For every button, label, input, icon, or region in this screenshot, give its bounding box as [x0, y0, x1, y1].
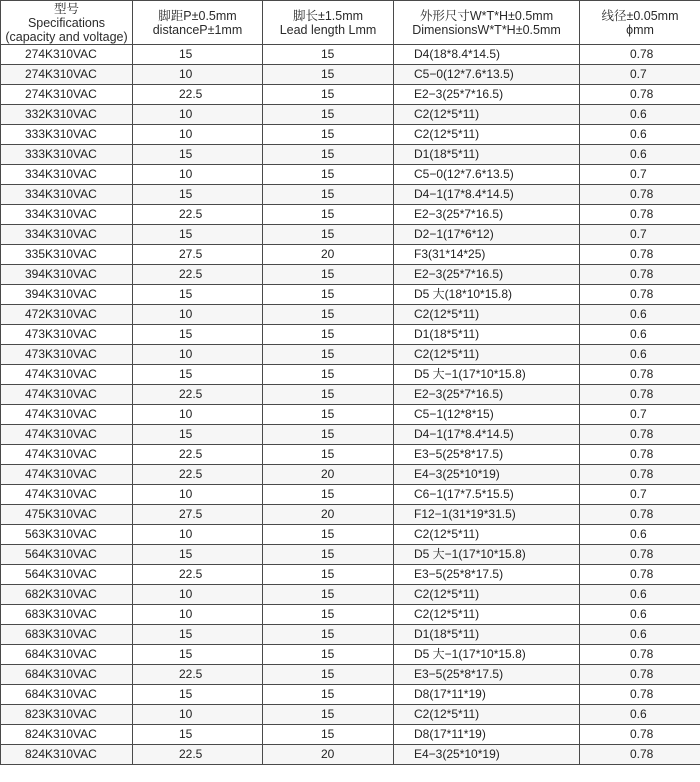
cell-dimensions: C5−0(12*7.6*13.5) — [394, 165, 580, 185]
cell-lead-length: 15 — [263, 405, 394, 425]
cell-pin-distance: 27.5 — [133, 505, 263, 525]
cell-specification: 564K310VAC — [1, 545, 133, 565]
cell-pin-distance: 15 — [133, 625, 263, 645]
cell-specification: 474K310VAC — [1, 405, 133, 425]
cell-dimensions: E3−5(25*8*17.5) — [394, 445, 580, 465]
header-pin-distance-cn: 脚距P±0.5mm — [158, 8, 237, 23]
cell-lead-length: 15 — [263, 425, 394, 445]
cell-lead-length: 20 — [263, 245, 394, 265]
cell-pin-distance: 10 — [133, 125, 263, 145]
cell-pin-distance: 22.5 — [133, 385, 263, 405]
cell-lead-length: 15 — [263, 665, 394, 685]
cell-dimensions: F3(31*14*25) — [394, 245, 580, 265]
cell-pin-distance: 10 — [133, 525, 263, 545]
cell-lead-length: 15 — [263, 205, 394, 225]
cell-pin-distance: 15 — [133, 545, 263, 565]
cell-lead-length: 15 — [263, 385, 394, 405]
cell-specification: 474K310VAC — [1, 485, 133, 505]
cell-dimensions: C2(12*5*11) — [394, 345, 580, 365]
header-wire-diameter — [580, 1, 700, 45]
cell-pin-distance: 10 — [133, 405, 263, 425]
cell-wire-diameter: 0.78 — [580, 385, 700, 405]
cell-pin-distance: 15 — [133, 325, 263, 345]
cell-specification: 474K310VAC — [1, 385, 133, 405]
cell-specification: 683K310VAC — [1, 605, 133, 625]
cell-pin-distance: 10 — [133, 305, 263, 325]
cell-lead-length: 15 — [263, 445, 394, 465]
cell-pin-distance: 10 — [133, 105, 263, 125]
cell-specification: 334K310VAC — [1, 165, 133, 185]
table-row — [1, 605, 700, 625]
cell-specification: 274K310VAC — [1, 65, 133, 85]
cell-wire-diameter: 0.78 — [580, 465, 700, 485]
table-row — [1, 225, 700, 245]
cell-dimensions: D5 大−1(17*10*15.8) — [394, 645, 580, 665]
cell-dimensions: D4(18*8.4*14.5) — [394, 45, 580, 65]
cell-wire-diameter: 0.6 — [580, 585, 700, 605]
cell-wire-diameter: 0.78 — [580, 425, 700, 445]
cell-dimensions: D4−1(17*8.4*14.5) — [394, 425, 580, 445]
cell-lead-length: 15 — [263, 285, 394, 305]
cell-dimensions: C2(12*5*11) — [394, 105, 580, 125]
cell-wire-diameter: 0.6 — [580, 145, 700, 165]
table-row — [1, 205, 700, 225]
cell-pin-distance: 15 — [133, 365, 263, 385]
table-row — [1, 385, 700, 405]
cell-lead-length: 15 — [263, 525, 394, 545]
header-specifications-note: (capacity and voltage) — [5, 29, 128, 44]
cell-specification: 682K310VAC — [1, 585, 133, 605]
cell-wire-diameter: 0.7 — [580, 65, 700, 85]
cell-wire-diameter: 0.78 — [580, 505, 700, 525]
cell-pin-distance: 10 — [133, 705, 263, 725]
cell-pin-distance: 22.5 — [133, 665, 263, 685]
cell-specification: 333K310VAC — [1, 125, 133, 145]
cell-dimensions: C6−1(17*7.5*15.5) — [394, 485, 580, 505]
cell-dimensions: C2(12*5*11) — [394, 125, 580, 145]
header-lead-length-en: Lead length Lmm — [279, 22, 377, 37]
header-lead-length — [263, 1, 394, 45]
cell-lead-length: 15 — [263, 225, 394, 245]
table-row — [1, 565, 700, 585]
cell-wire-diameter: 0.7 — [580, 405, 700, 425]
cell-lead-length: 15 — [263, 345, 394, 365]
table-row — [1, 105, 700, 125]
cell-lead-length: 15 — [263, 185, 394, 205]
table-row — [1, 245, 700, 265]
cell-dimensions: D1(18*5*11) — [394, 325, 580, 345]
header-specifications-en: Specifications — [27, 15, 106, 30]
cell-specification: 474K310VAC — [1, 465, 133, 485]
cell-lead-length: 15 — [263, 145, 394, 165]
cell-dimensions: E2−3(25*7*16.5) — [394, 205, 580, 225]
header-dimensions — [394, 1, 580, 45]
table-row — [1, 445, 700, 465]
cell-pin-distance: 22.5 — [133, 565, 263, 585]
cell-dimensions: C2(12*5*11) — [394, 525, 580, 545]
cell-specification: 334K310VAC — [1, 225, 133, 245]
cell-wire-diameter: 0.6 — [580, 105, 700, 125]
cell-dimensions: C2(12*5*11) — [394, 585, 580, 605]
cell-lead-length: 15 — [263, 565, 394, 585]
table-row — [1, 305, 700, 325]
table-row — [1, 365, 700, 385]
cell-wire-diameter: 0.6 — [580, 705, 700, 725]
table-header — [1, 1, 700, 45]
cell-specification: 684K310VAC — [1, 645, 133, 665]
header-specifications — [1, 1, 133, 45]
cell-lead-length: 15 — [263, 165, 394, 185]
cell-pin-distance: 10 — [133, 605, 263, 625]
cell-lead-length: 15 — [263, 85, 394, 105]
cell-dimensions: E3−5(25*8*17.5) — [394, 665, 580, 685]
cell-specification: 335K310VAC — [1, 245, 133, 265]
cell-wire-diameter: 0.6 — [580, 605, 700, 625]
header-row — [1, 1, 700, 45]
cell-wire-diameter: 0.78 — [580, 45, 700, 65]
cell-wire-diameter: 0.6 — [580, 325, 700, 345]
cell-wire-diameter: 0.78 — [580, 365, 700, 385]
cell-specification: 474K310VAC — [1, 365, 133, 385]
header-specifications-cn: 型号 — [53, 1, 79, 16]
cell-wire-diameter: 0.78 — [580, 285, 700, 305]
header-wire-diameter-cn: 线径±0.05mm — [601, 8, 679, 23]
cell-dimensions: E2−3(25*7*16.5) — [394, 85, 580, 105]
table-row — [1, 145, 700, 165]
cell-wire-diameter: 0.78 — [580, 185, 700, 205]
table-row — [1, 45, 700, 65]
cell-specification: 564K310VAC — [1, 565, 133, 585]
cell-dimensions: D8(17*11*19) — [394, 725, 580, 745]
cell-pin-distance: 27.5 — [133, 245, 263, 265]
cell-dimensions: D5 大−1(17*10*15.8) — [394, 365, 580, 385]
cell-wire-diameter: 0.78 — [580, 445, 700, 465]
table-body — [1, 45, 700, 765]
cell-wire-diameter: 0.78 — [580, 665, 700, 685]
header-pin-distance — [133, 1, 263, 45]
cell-lead-length: 15 — [263, 265, 394, 285]
cell-lead-length: 15 — [263, 365, 394, 385]
cell-pin-distance: 15 — [133, 145, 263, 165]
cell-wire-diameter: 0.78 — [580, 545, 700, 565]
cell-dimensions: D1(18*5*11) — [394, 625, 580, 645]
cell-wire-diameter: 0.6 — [580, 525, 700, 545]
cell-lead-length: 15 — [263, 45, 394, 65]
cell-wire-diameter: 0.78 — [580, 725, 700, 745]
cell-pin-distance: 10 — [133, 345, 263, 365]
table-row — [1, 165, 700, 185]
cell-wire-diameter: 0.6 — [580, 625, 700, 645]
cell-specification: 473K310VAC — [1, 325, 133, 345]
cell-dimensions: C5−0(12*7.6*13.5) — [394, 65, 580, 85]
cell-lead-length: 15 — [263, 605, 394, 625]
cell-specification: 334K310VAC — [1, 205, 133, 225]
cell-lead-length: 15 — [263, 585, 394, 605]
cell-wire-diameter: 0.6 — [580, 305, 700, 325]
table-row — [1, 485, 700, 505]
cell-pin-distance: 15 — [133, 285, 263, 305]
cell-lead-length: 15 — [263, 625, 394, 645]
cell-dimensions: C5−1(12*8*15) — [394, 405, 580, 425]
cell-wire-diameter: 0.6 — [580, 125, 700, 145]
cell-specification: 394K310VAC — [1, 265, 133, 285]
cell-specification: 474K310VAC — [1, 445, 133, 465]
cell-dimensions: E2−3(25*7*16.5) — [394, 265, 580, 285]
cell-specification: 824K310VAC — [1, 745, 133, 765]
table-row — [1, 685, 700, 705]
cell-specification: 472K310VAC — [1, 305, 133, 325]
cell-specification: 332K310VAC — [1, 105, 133, 125]
table-row — [1, 625, 700, 645]
cell-lead-length: 15 — [263, 125, 394, 145]
cell-specification: 334K310VAC — [1, 185, 133, 205]
table-row — [1, 665, 700, 685]
table-row — [1, 645, 700, 665]
cell-pin-distance: 10 — [133, 585, 263, 605]
cell-lead-length: 15 — [263, 105, 394, 125]
cell-wire-diameter: 0.7 — [580, 485, 700, 505]
cell-dimensions: D5 大(18*10*15.8) — [394, 285, 580, 305]
header-pin-distance-en: distanceP±1mm — [152, 22, 243, 37]
cell-specification: 683K310VAC — [1, 625, 133, 645]
cell-wire-diameter: 0.6 — [580, 345, 700, 365]
header-lead-length-cn: 脚长±1.5mm — [292, 8, 364, 23]
table-row — [1, 585, 700, 605]
cell-dimensions: D5 大−1(17*10*15.8) — [394, 545, 580, 565]
cell-dimensions: D2−1(17*6*12) — [394, 225, 580, 245]
cell-wire-diameter: 0.78 — [580, 265, 700, 285]
table-row — [1, 465, 700, 485]
cell-wire-diameter: 0.7 — [580, 225, 700, 245]
table-row — [1, 265, 700, 285]
table-row — [1, 185, 700, 205]
cell-specification: 823K310VAC — [1, 705, 133, 725]
cell-specification: 274K310VAC — [1, 85, 133, 105]
cell-lead-length: 15 — [263, 325, 394, 345]
cell-dimensions: E3−5(25*8*17.5) — [394, 565, 580, 585]
header-dimensions-en: DimensionsW*T*H±0.5mm — [412, 22, 561, 37]
table-row — [1, 525, 700, 545]
cell-specification: 394K310VAC — [1, 285, 133, 305]
cell-pin-distance: 15 — [133, 685, 263, 705]
cell-specification: 475K310VAC — [1, 505, 133, 525]
cell-lead-length: 15 — [263, 305, 394, 325]
table-row — [1, 125, 700, 145]
cell-pin-distance: 15 — [133, 185, 263, 205]
cell-specification: 684K310VAC — [1, 685, 133, 705]
cell-pin-distance: 10 — [133, 165, 263, 185]
table-row — [1, 65, 700, 85]
cell-lead-length: 15 — [263, 485, 394, 505]
cell-pin-distance: 22.5 — [133, 745, 263, 765]
cell-specification: 473K310VAC — [1, 345, 133, 365]
cell-dimensions: C2(12*5*11) — [394, 705, 580, 725]
cell-dimensions: D1(18*5*11) — [394, 145, 580, 165]
table-row — [1, 405, 700, 425]
cell-wire-diameter: 0.7 — [580, 165, 700, 185]
cell-pin-distance: 15 — [133, 225, 263, 245]
cell-wire-diameter: 0.78 — [580, 745, 700, 765]
cell-wire-diameter: 0.78 — [580, 205, 700, 225]
cell-lead-length: 15 — [263, 685, 394, 705]
table-row — [1, 745, 700, 765]
table-row — [1, 545, 700, 565]
table-row — [1, 425, 700, 445]
cell-dimensions: D8(17*11*19) — [394, 685, 580, 705]
cell-pin-distance: 15 — [133, 425, 263, 445]
cell-wire-diameter: 0.78 — [580, 85, 700, 105]
cell-wire-diameter: 0.78 — [580, 645, 700, 665]
cell-lead-length: 15 — [263, 65, 394, 85]
cell-lead-length: 15 — [263, 645, 394, 665]
table-row — [1, 725, 700, 745]
cell-specification: 333K310VAC — [1, 145, 133, 165]
table-row — [1, 325, 700, 345]
cell-dimensions: E2−3(25*7*16.5) — [394, 385, 580, 405]
cell-specification: 824K310VAC — [1, 725, 133, 745]
cell-dimensions: E4−3(25*10*19) — [394, 745, 580, 765]
cell-pin-distance: 22.5 — [133, 85, 263, 105]
cell-lead-length: 20 — [263, 745, 394, 765]
cell-specification: 474K310VAC — [1, 425, 133, 445]
cell-wire-diameter: 0.78 — [580, 245, 700, 265]
cell-specification: 274K310VAC — [1, 45, 133, 65]
cell-dimensions: C2(12*5*11) — [394, 605, 580, 625]
cell-pin-distance: 22.5 — [133, 205, 263, 225]
cell-specification: 684K310VAC — [1, 665, 133, 685]
cell-pin-distance: 10 — [133, 485, 263, 505]
cell-pin-distance: 22.5 — [133, 265, 263, 285]
cell-lead-length: 20 — [263, 505, 394, 525]
header-wire-diameter-en: ϕmm — [626, 22, 654, 37]
cell-pin-distance: 15 — [133, 45, 263, 65]
cell-lead-length: 15 — [263, 545, 394, 565]
table-row — [1, 705, 700, 725]
cell-pin-distance: 10 — [133, 65, 263, 85]
cell-dimensions: F12−1(31*19*31.5) — [394, 505, 580, 525]
cell-wire-diameter: 0.78 — [580, 565, 700, 585]
cell-specification: 563K310VAC — [1, 525, 133, 545]
cell-pin-distance: 15 — [133, 725, 263, 745]
cell-dimensions: E4−3(25*10*19) — [394, 465, 580, 485]
table-row — [1, 505, 700, 525]
header-dimensions-cn: 外形尺寸W*T*H±0.5mm — [419, 8, 554, 23]
cell-lead-length: 15 — [263, 705, 394, 725]
cell-pin-distance: 22.5 — [133, 445, 263, 465]
cell-pin-distance: 15 — [133, 645, 263, 665]
cell-dimensions: D4−1(17*8.4*14.5) — [394, 185, 580, 205]
cell-wire-diameter: 0.78 — [580, 685, 700, 705]
table-row — [1, 285, 700, 305]
cell-dimensions: C2(12*5*11) — [394, 305, 580, 325]
cell-pin-distance: 22.5 — [133, 465, 263, 485]
table-row — [1, 345, 700, 365]
table-row — [1, 85, 700, 105]
cell-lead-length: 20 — [263, 465, 394, 485]
cell-lead-length: 15 — [263, 725, 394, 745]
